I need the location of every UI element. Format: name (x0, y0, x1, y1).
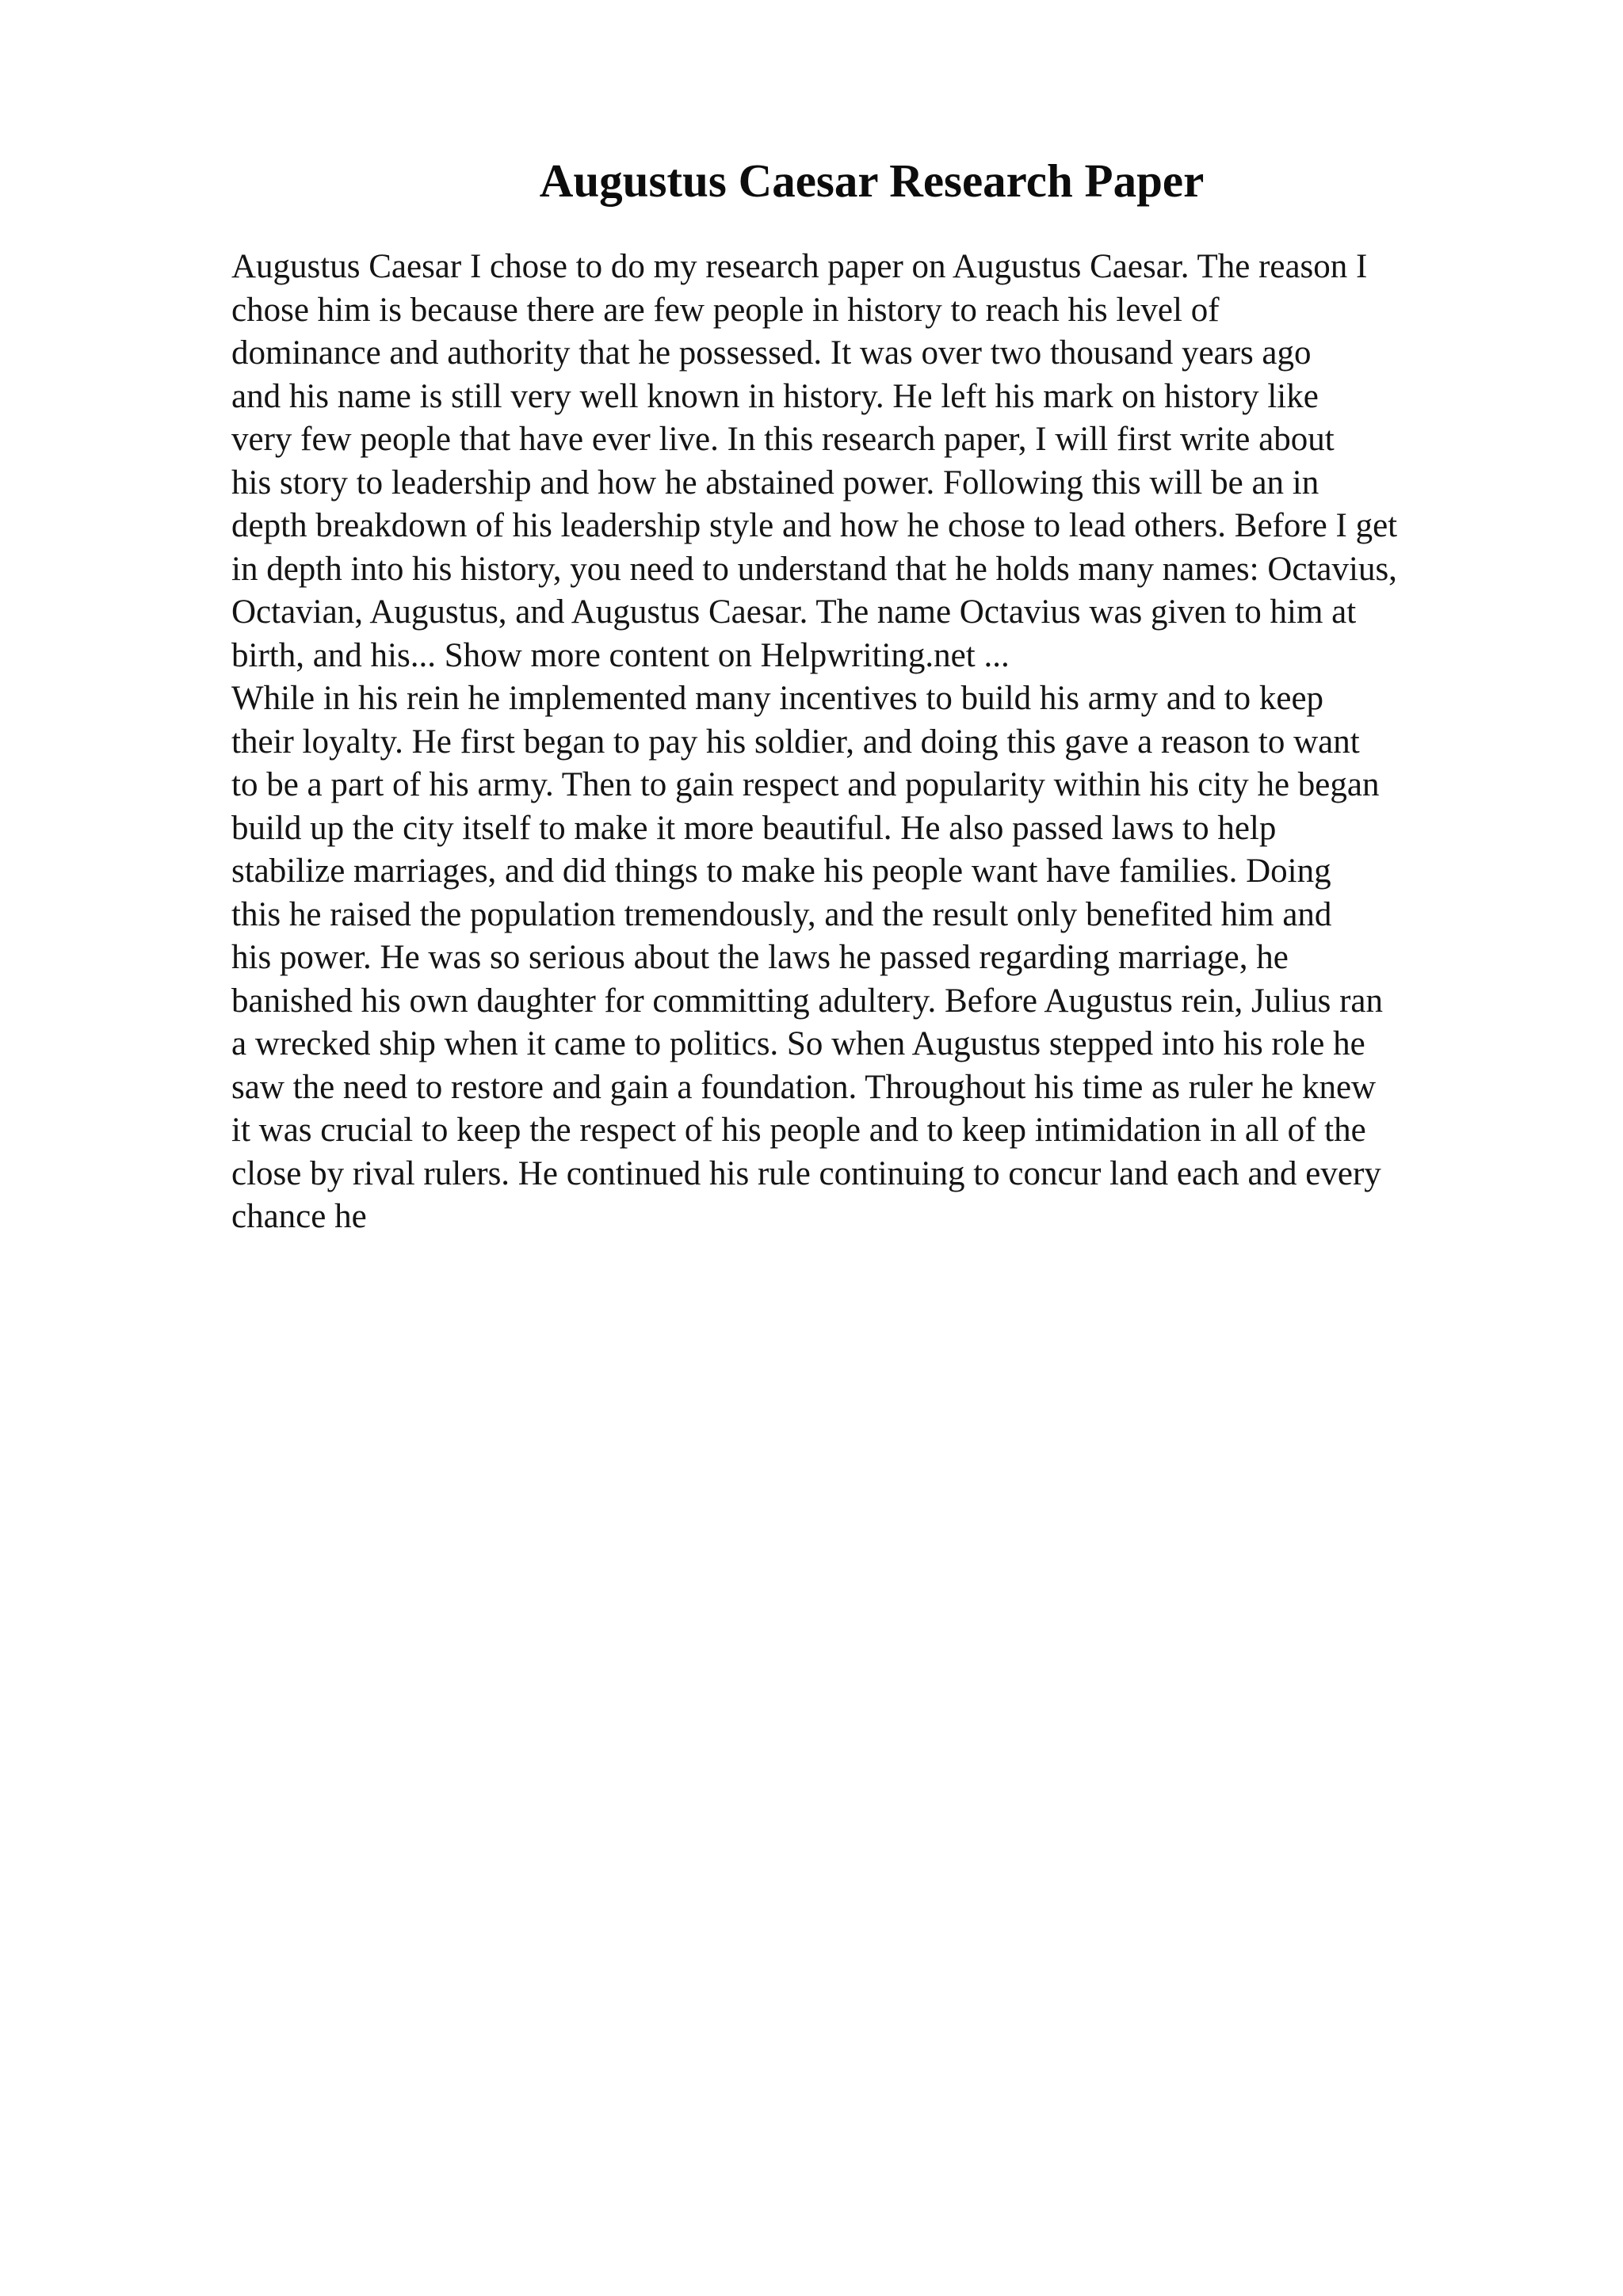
text-line: depth breakdown of his leadership style and how he chose to lead others. Before I get (231, 507, 1398, 544)
text-line: very few people that have ever live. In this research paper, I will first write about (231, 421, 1335, 458)
text-line: build up the city itself to make it more beautiful. He also passed laws to help (231, 809, 1277, 847)
text-line: chance he (231, 1198, 367, 1235)
text-line: this he raised the population tremendously, and the result only benefited him and (231, 895, 1332, 933)
text-line: it was crucial to keep the respect of his people and to keep intimidation in all of the (231, 1112, 1366, 1149)
text-line: their loyalty. He first began to pay his soldier, and doing this gave a reason to want (231, 723, 1360, 761)
text-line: saw the need to restore and gain a foundation. Throughout his time as ruler he knew (231, 1068, 1377, 1106)
text-line: to be a part of his army. Then to gain respect and popularity within his city he began (231, 766, 1380, 803)
page-title: Augustus Caesar Research Paper (539, 154, 1205, 207)
text-line: close by rival rulers. He continued his rule continuing to concur land each and every (231, 1154, 1381, 1192)
text-line: Octavian, Augustus, and Augustus Caesar. The name Octavius was given to him at (231, 593, 1357, 631)
body-text (231, 246, 1515, 1239)
text-line: chose him is because there are few people in history to reach his level of (231, 291, 1220, 329)
text-line: banished his own daughter for committing adultery. Before Augustus rein, Julius ran (231, 982, 1383, 1020)
text-line: birth, and his... Show more content on Helpwriting.net ... (231, 636, 1010, 674)
text-line: stabilize marriages, and did things to make his people want have families. Doing (231, 852, 1331, 890)
text-line: his power. He was so serious about the laws he passed regarding marriage, he (231, 939, 1289, 976)
text-line: and his name is still very well known in history. He left his mark on history like (231, 377, 1319, 415)
text-line: a wrecked ship when it came to politics. So when Augustus stepped into his role he (231, 1025, 1365, 1062)
text-line: Augustus Caesar I chose to do my research paper on Augustus Caesar. The reason I (231, 248, 1368, 285)
text-line: his story to leadership and how he abstained power. Following this will be an in (231, 463, 1319, 502)
text-line: in depth into his history, you need to understand that he holds many names: Octavius, (231, 550, 1397, 588)
text-line: dominance and authority that he possessed. It was over two thousand years ago (231, 334, 1312, 372)
text-line: While in his rein he implemented many incentives to build his army and to keep (231, 680, 1324, 717)
